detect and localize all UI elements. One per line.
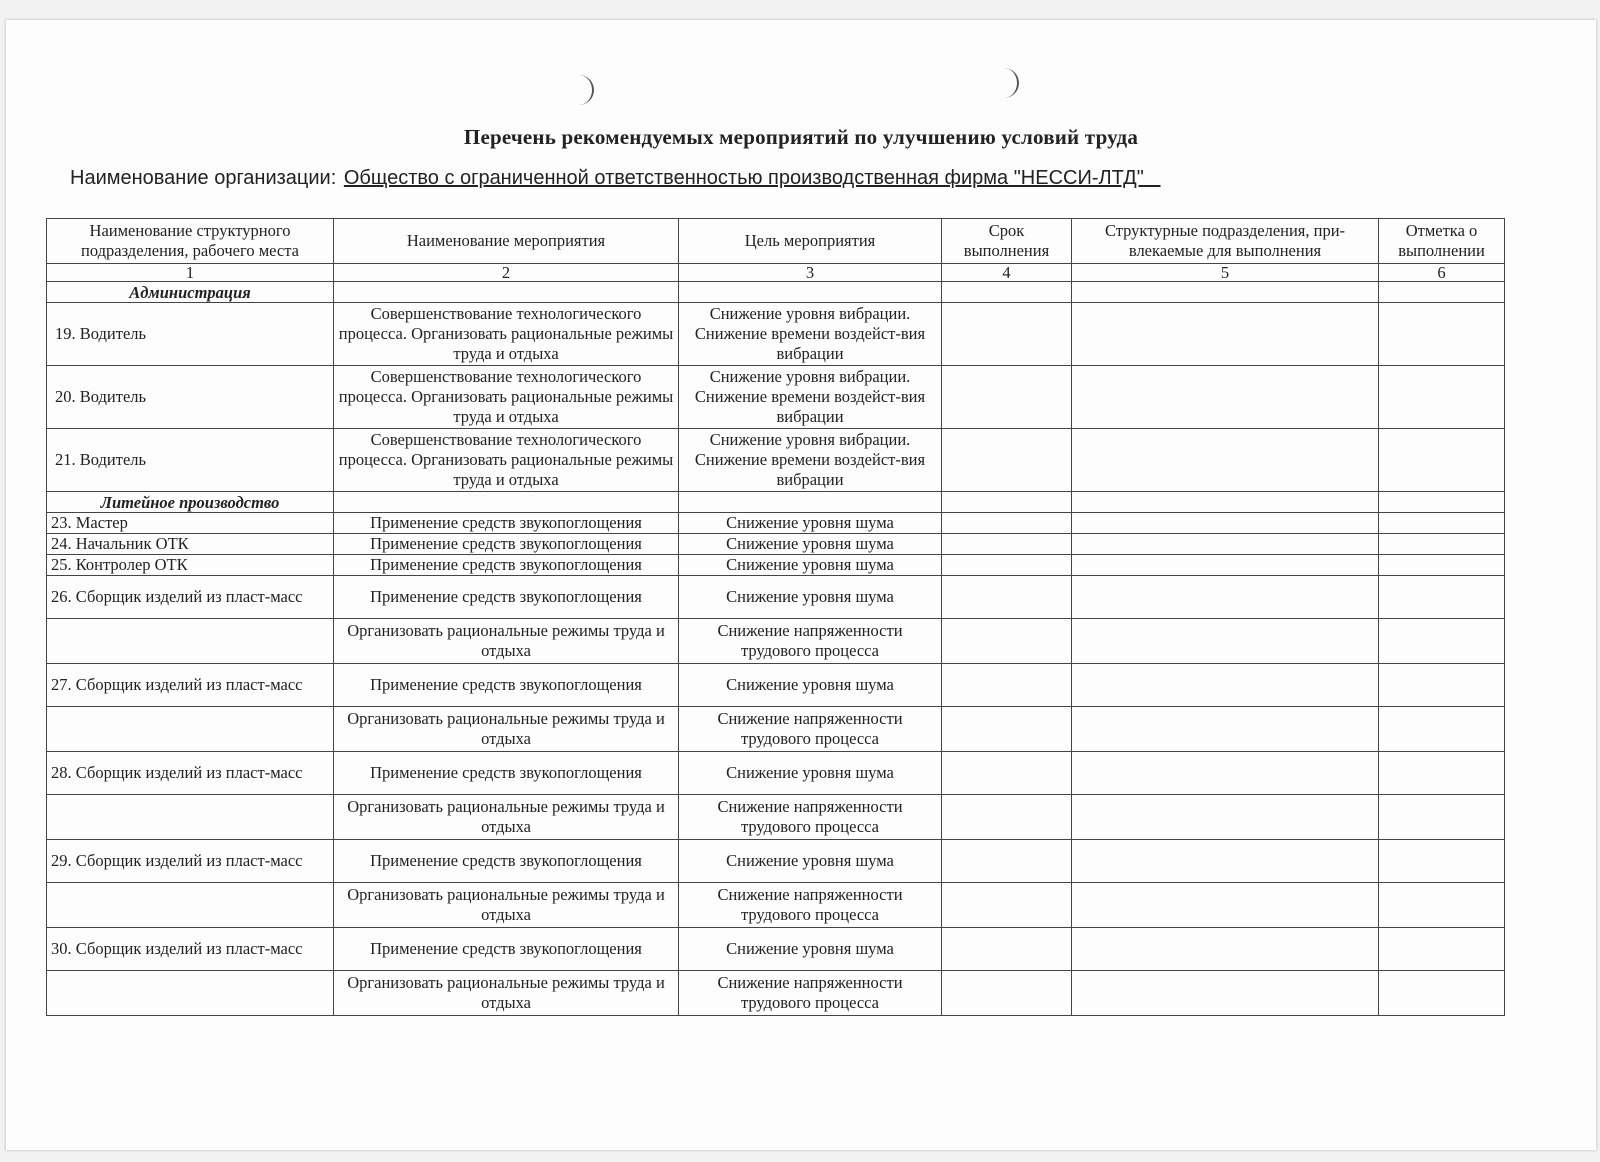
header-completion-mark: Отметка о выполнении xyxy=(1379,219,1505,264)
table-row xyxy=(47,619,1505,664)
position-cell xyxy=(47,707,334,752)
position-cell: 21. Водитель xyxy=(47,429,334,492)
completion-cell xyxy=(1379,707,1505,752)
position-cell: 28. Сборщик изделий из пласт-масс xyxy=(47,752,334,795)
departments-cell xyxy=(1072,366,1379,429)
column-number: 6 xyxy=(1379,264,1505,282)
completion-cell xyxy=(1379,795,1505,840)
header-goal: Цель мероприятия xyxy=(679,219,942,264)
table-row xyxy=(47,576,1505,619)
table-row xyxy=(47,534,1505,555)
column-number: 4 xyxy=(942,264,1072,282)
column-number: 1 xyxy=(47,264,334,282)
completion-cell xyxy=(1379,366,1505,429)
departments-cell xyxy=(1072,534,1379,555)
position-cell xyxy=(47,883,334,928)
deadline-cell xyxy=(942,840,1072,883)
completion-cell xyxy=(1379,928,1505,971)
goal-cell: Снижение уровня шума xyxy=(679,840,942,883)
measure-cell: Организовать рациональные режимы труда и отдыха xyxy=(334,971,679,1016)
position-cell: 20. Водитель xyxy=(47,366,334,429)
completion-cell xyxy=(1379,971,1505,1016)
goal-cell: Снижение уровня шума xyxy=(679,664,942,707)
departments-cell xyxy=(1072,555,1379,576)
position-cell: 30. Сборщик изделий из пласт-масс xyxy=(47,928,334,971)
measure-cell: Применение средств звукопоглощения xyxy=(334,840,679,883)
table-row xyxy=(47,366,1505,429)
position-cell: 29. Сборщик изделий из пласт-масс xyxy=(47,840,334,883)
goal-cell: Снижение напряженности трудового процесса xyxy=(679,795,942,840)
deadline-cell xyxy=(942,303,1072,366)
position-cell: 19. Водитель xyxy=(47,303,334,366)
position-cell xyxy=(47,619,334,664)
section-row xyxy=(47,492,1505,513)
measure-cell: Организовать рациональные режимы труда и отдыха xyxy=(334,707,679,752)
header-measure: Наименование мероприятия xyxy=(334,219,679,264)
measure-cell: Применение средств звукопоглощения xyxy=(334,576,679,619)
departments-cell xyxy=(1072,971,1379,1016)
table-row xyxy=(47,795,1505,840)
table-row xyxy=(47,513,1505,534)
completion-cell xyxy=(1379,555,1505,576)
measure-cell: Применение средств звукопоглощения xyxy=(334,513,679,534)
departments-cell xyxy=(1072,840,1379,883)
deadline-cell xyxy=(942,883,1072,928)
column-number: 5 xyxy=(1072,264,1379,282)
completion-cell xyxy=(1379,883,1505,928)
measure-cell: Совершенствование технологического процесса. Организовать рациональные режимы труда и отдыха xyxy=(334,366,679,429)
departments-cell xyxy=(1072,928,1379,971)
departments-cell xyxy=(1072,795,1379,840)
completion-cell xyxy=(1379,752,1505,795)
organization-label: Наименование организации: xyxy=(70,167,337,189)
deadline-cell xyxy=(942,555,1072,576)
deadline-cell xyxy=(942,576,1072,619)
column-number: 3 xyxy=(679,264,942,282)
section-row xyxy=(47,282,1505,303)
table-row xyxy=(47,555,1505,576)
table-row xyxy=(47,840,1505,883)
goal-cell: Снижение напряженности трудового процесса xyxy=(679,883,942,928)
punch-hole-mark xyxy=(1001,68,1019,98)
header-deadline: Срок выполнения xyxy=(942,219,1072,264)
departments-cell xyxy=(1072,513,1379,534)
document-sheet xyxy=(6,20,1596,1150)
table-row xyxy=(47,707,1505,752)
table-row xyxy=(47,429,1505,492)
goal-cell: Снижение уровня шума xyxy=(679,513,942,534)
measures-table xyxy=(46,218,1505,1016)
goal-cell: Снижение напряженности трудового процесса xyxy=(679,971,942,1016)
organization-line xyxy=(70,167,1163,190)
position-cell: 23. Мастер xyxy=(47,513,334,534)
completion-cell xyxy=(1379,534,1505,555)
position-cell: 25. Контролер ОТК xyxy=(47,555,334,576)
completion-cell xyxy=(1379,664,1505,707)
completion-cell xyxy=(1379,513,1505,534)
deadline-cell xyxy=(942,619,1072,664)
goal-cell: Снижение уровня шума xyxy=(679,534,942,555)
completion-cell xyxy=(1379,840,1505,883)
deadline-cell xyxy=(942,752,1072,795)
column-number-row xyxy=(47,264,1505,282)
goal-cell: Снижение напряженности трудового процесса xyxy=(679,707,942,752)
deadline-cell xyxy=(942,429,1072,492)
departments-cell xyxy=(1072,707,1379,752)
departments-cell xyxy=(1072,883,1379,928)
measure-cell: Организовать рациональные режимы труда и отдыха xyxy=(334,883,679,928)
goal-cell: Снижение уровня шума xyxy=(679,555,942,576)
departments-cell xyxy=(1072,576,1379,619)
organization-name: Общество с ограниченной ответственностью производственная фирма "НЕССИ-ЛТД" xyxy=(343,167,1144,189)
measure-cell: Применение средств звукопоглощения xyxy=(334,664,679,707)
position-cell xyxy=(47,971,334,1016)
goal-cell: Снижение уровня шума xyxy=(679,576,942,619)
table-row xyxy=(47,303,1505,366)
position-cell: 24. Начальник ОТК xyxy=(47,534,334,555)
header-position: Наименование структурного подразделения, рабочего места xyxy=(47,219,334,264)
table-row xyxy=(47,883,1505,928)
goal-cell: Снижение уровня вибрации. Снижение времени воздейст-вия вибрации xyxy=(679,429,942,492)
departments-cell xyxy=(1072,303,1379,366)
goal-cell: Снижение уровня вибрации. Снижение времени воздейст-вия вибрации xyxy=(679,366,942,429)
goal-cell: Снижение уровня вибрации. Снижение времени воздейст-вия вибрации xyxy=(679,303,942,366)
table-header-row xyxy=(47,219,1505,264)
goal-cell: Снижение напряженности трудового процесса xyxy=(679,619,942,664)
table-row xyxy=(47,664,1505,707)
departments-cell xyxy=(1072,664,1379,707)
table-row xyxy=(47,971,1505,1016)
position-cell: 26. Сборщик изделий из пласт-масс xyxy=(47,576,334,619)
deadline-cell xyxy=(942,795,1072,840)
completion-cell xyxy=(1379,429,1505,492)
measure-cell: Применение средств звукопоглощения xyxy=(334,752,679,795)
table-row xyxy=(47,928,1505,971)
deadline-cell xyxy=(942,707,1072,752)
column-number: 2 xyxy=(334,264,679,282)
goal-cell: Снижение уровня шума xyxy=(679,928,942,971)
departments-cell xyxy=(1072,752,1379,795)
section-title: Литейное производство xyxy=(47,492,334,513)
deadline-cell xyxy=(942,513,1072,534)
measure-cell: Совершенствование технологического процесса. Организовать рациональные режимы труда и отдыха xyxy=(334,429,679,492)
deadline-cell xyxy=(942,366,1072,429)
measure-cell: Совершенствование технологического процесса. Организовать рациональные режимы труда и отдыха xyxy=(334,303,679,366)
deadline-cell xyxy=(942,971,1072,1016)
section-title: Администрация xyxy=(47,282,334,303)
goal-cell: Снижение уровня шума xyxy=(679,752,942,795)
punch-hole-mark xyxy=(576,75,594,105)
measure-cell: Организовать рациональные режимы труда и отдыха xyxy=(334,619,679,664)
completion-cell xyxy=(1379,576,1505,619)
deadline-cell xyxy=(942,928,1072,971)
document-title: Перечень рекомендуемых мероприятий по улучшению условий труда xyxy=(463,125,1139,149)
departments-cell xyxy=(1072,429,1379,492)
measure-cell: Применение средств звукопоглощения xyxy=(334,928,679,971)
measure-cell: Применение средств звукопоглощения xyxy=(334,534,679,555)
deadline-cell xyxy=(942,534,1072,555)
position-cell: 27. Сборщик изделий из пласт-масс xyxy=(47,664,334,707)
deadline-cell xyxy=(942,664,1072,707)
measure-cell: Организовать рациональные режимы труда и отдыха xyxy=(334,795,679,840)
table-row xyxy=(47,752,1505,795)
completion-cell xyxy=(1379,619,1505,664)
departments-cell xyxy=(1072,619,1379,664)
header-departments: Структурные подразделения, при-влекаемые для выполнения xyxy=(1072,219,1379,264)
completion-cell xyxy=(1379,303,1505,366)
measure-cell: Применение средств звукопоглощения xyxy=(334,555,679,576)
position-cell xyxy=(47,795,334,840)
